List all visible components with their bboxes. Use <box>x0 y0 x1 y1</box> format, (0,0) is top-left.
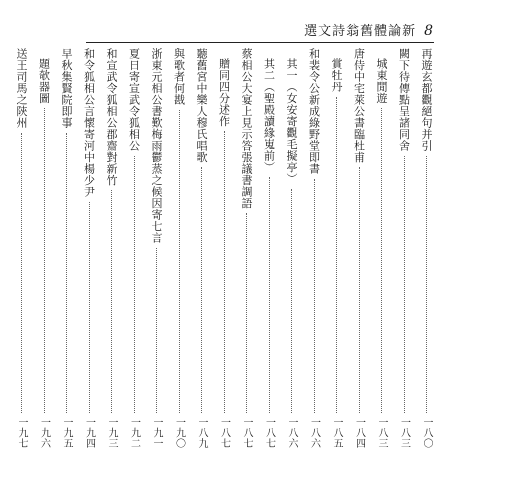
toc-entry-page: 一九〇 <box>173 416 185 448</box>
dot-leader <box>224 131 226 413</box>
toc-entry-title: 其一（女安寄觀毛擬亭） <box>285 58 298 185</box>
running-header <box>304 20 434 39</box>
toc-entry-page: 一八五 <box>331 416 342 448</box>
dot-leader <box>336 97 338 413</box>
toc-entry <box>352 48 367 448</box>
toc-entry-title: 再遊玄都觀絕句并引 <box>420 48 433 152</box>
toc-entry-page: 一八七 <box>218 416 230 448</box>
toc-entry <box>37 48 52 448</box>
toc-entry <box>374 48 389 448</box>
toc-columns <box>0 48 434 448</box>
toc-entry <box>127 48 142 448</box>
toc-entry-title: 和裴令公新成綠野堂即書 <box>307 48 321 175</box>
toc-entry-page: 一八六 <box>308 416 320 448</box>
toc-entry-page: 一八七 <box>263 416 275 448</box>
dot-leader <box>21 133 23 413</box>
dot-leader <box>381 108 383 413</box>
toc-entry-page: 一八三 <box>376 416 387 448</box>
toc-entry-page: 一八九 <box>196 416 207 448</box>
toc-entry-title: 夏日寄宣武令狐相公 <box>127 48 141 152</box>
toc-entry-title: 和令狐相公言懷寄河中楊少尹 <box>82 48 96 198</box>
toc-entry-title: 贈同四分述作 <box>217 58 231 127</box>
toc-entry-title: 城東閒遊 <box>375 58 388 104</box>
toc-entry <box>284 48 299 448</box>
toc-entry <box>194 48 209 448</box>
toc-entry-page: 一九六 <box>38 416 50 448</box>
toc-entry-page: 一九二 <box>128 416 140 448</box>
dot-leader <box>44 108 46 413</box>
toc-entry-title: 其二（聖殿讀緣嵬前） <box>262 58 276 173</box>
running-title: 選文詩翁舊體論新 <box>304 24 417 39</box>
dot-leader <box>269 177 271 413</box>
page-number: 8 <box>424 23 434 39</box>
dot-leader <box>359 167 361 413</box>
dot-leader <box>156 248 158 413</box>
dot-leader <box>134 156 136 413</box>
toc-entry-title: 和宣武令狐相公郡齋對新竹 <box>105 48 118 186</box>
dot-leader <box>66 133 68 413</box>
toc-entry-page: 一八三 <box>398 416 410 448</box>
toc-entry <box>82 48 97 448</box>
dot-leader <box>111 190 113 413</box>
toc-entry-title: 蔡相公大宴上見示答張議書調語 <box>240 48 253 209</box>
toc-entry-title: 與歌者何戡 <box>172 48 186 106</box>
dot-leader <box>246 213 248 413</box>
toc-entry <box>14 48 29 448</box>
toc-entry-title: 賞牡丹 <box>330 58 343 93</box>
toc-entry-title: 送王司馬之陝州 <box>15 48 28 129</box>
toc-entry-page: 一九一 <box>151 416 162 448</box>
toc-entry-page: 一九七 <box>16 416 27 448</box>
toc-entry-page: 一八七 <box>241 416 252 448</box>
dot-leader <box>426 156 428 413</box>
toc-entry-title: 唐侍中宅萊公書臨杜甫 <box>352 48 366 163</box>
toc-entry-page: 一九五 <box>61 416 72 448</box>
column-gap <box>0 48 7 448</box>
dot-leader <box>201 167 203 413</box>
dot-leader <box>179 110 181 413</box>
toc-entry <box>217 48 232 448</box>
toc-entry <box>419 48 434 448</box>
toc-entry-title: 闕下待傳點呈諸同舍 <box>397 48 411 152</box>
dot-leader <box>89 202 91 413</box>
toc-entry-page: 一九四 <box>83 416 95 448</box>
toc-entry-page: 一八〇 <box>421 416 432 448</box>
toc-entry-title: 題欹器圖 <box>37 58 51 104</box>
toc-entry-page: 一八六 <box>286 416 297 448</box>
toc-entry <box>104 48 119 448</box>
toc-entry-page: 一九三 <box>106 416 117 448</box>
toc-entry-title: 浙東元相公書歎梅雨鬱蒸之候因寄七言 <box>150 48 163 244</box>
dot-leader <box>314 179 316 413</box>
header-rule <box>86 42 434 43</box>
toc-entry <box>307 48 322 448</box>
toc-entry <box>59 48 74 448</box>
toc-entry <box>329 48 344 448</box>
toc-entry-title: 早秋集賢院即事 <box>60 48 73 129</box>
toc-entry <box>262 48 277 448</box>
toc-entry-page: 一八四 <box>353 416 365 448</box>
toc-entry <box>172 48 187 448</box>
toc-entry <box>149 48 164 448</box>
toc-entry-title: 聽舊宮中樂人穆氏唱歌 <box>195 48 208 163</box>
dot-leader <box>404 156 406 413</box>
dot-leader <box>291 189 293 413</box>
toc-entry <box>239 48 254 448</box>
toc-entry <box>397 48 412 448</box>
